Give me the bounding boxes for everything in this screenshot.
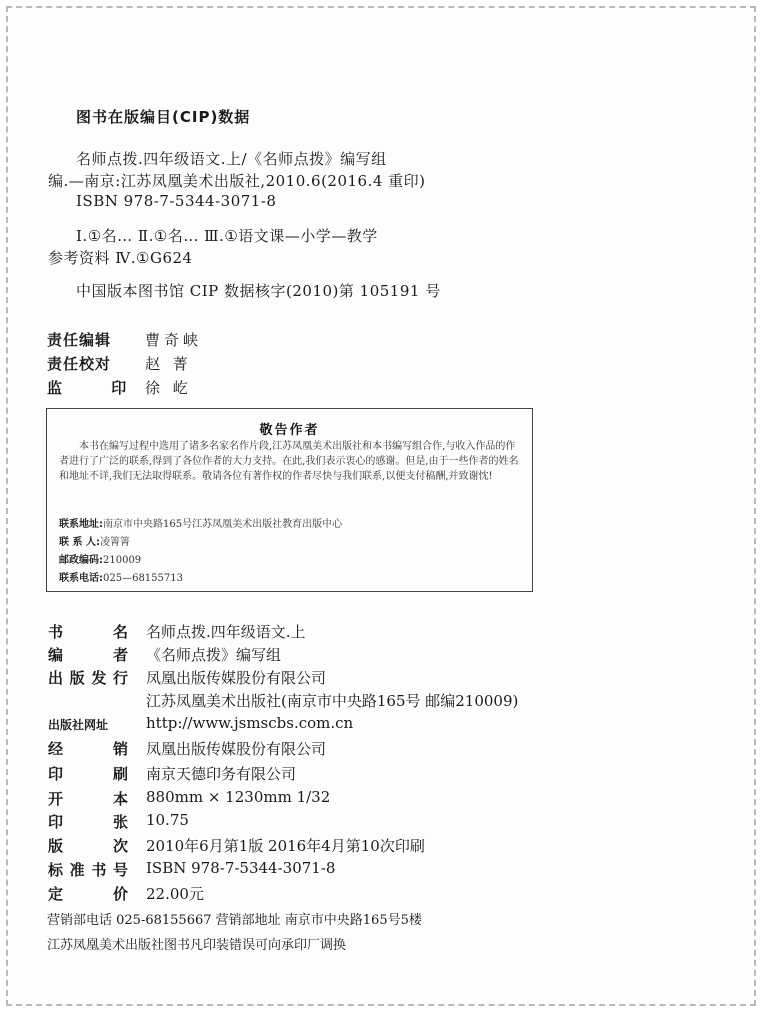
cip-line-1: 名师点拨.四年级语文.上/《名师点拨》编写组 bbox=[76, 150, 387, 168]
notice-body: 本书在编写过程中选用了诸多名家名作片段,江苏凤凰美术出版社和本书编写组合作,与收入作品的作者进行了广泛的联系,得到了各位作者的大力支持。在此,我们表示衷心的感谢。但是,由于一些作者的姓名和地址不详,我们无法取得联系。敬请各位有著作权的作者尽快与我们联系,以便支付稿酬,并致谢忱! bbox=[59, 441, 519, 482]
staff-label-printing: 监 印 bbox=[47, 379, 149, 397]
info-value-sheets: 10.75 bbox=[146, 811, 189, 829]
contact-value: 210009 bbox=[103, 555, 142, 566]
notice-title: 敬告作者 bbox=[259, 423, 320, 438]
footer-notice: 江苏凤凰美术出版社图书凡印装错误可向承印厂调换 bbox=[47, 938, 347, 953]
info-label-title: 书 名 bbox=[48, 623, 128, 641]
cip-record-number: 中国版本图书馆 CIP 数据核字(2010)第 105191 号 bbox=[76, 282, 441, 300]
info-value-editor: 《名师点拨》编写组 bbox=[146, 646, 282, 664]
staff-label-editor: 责任编辑 bbox=[47, 331, 112, 349]
info-label-format: 开 本 bbox=[48, 790, 128, 808]
contact-key: 邮政编码: bbox=[59, 555, 103, 566]
info-label-isbn: 标准书号 bbox=[48, 861, 128, 879]
cip-title: 图书在版编目(CIP)数据 bbox=[76, 108, 251, 126]
info-value-edition: 2010年6月第1版 2016年4月第10次印刷 bbox=[146, 837, 425, 855]
info-label-website: 出版社网址 bbox=[48, 718, 109, 732]
staff-label-proofreader: 责任校对 bbox=[47, 355, 112, 373]
cip-isbn: ISBN 978-7-5344-3071-8 bbox=[76, 192, 277, 210]
staff-value-editor: 曹奇峡 bbox=[145, 331, 203, 349]
cip-line-2: 编.—南京:江苏凤凰美术出版社,2010.6(2016.4 重印) bbox=[48, 172, 426, 190]
contact-key: 联系地址: bbox=[59, 519, 103, 530]
info-value-publisher: 凤凰出版传媒股份有限公司 bbox=[146, 669, 327, 687]
info-value-title: 名师点拨.四年级语文.上 bbox=[146, 623, 306, 641]
staff-value-proofreader: 赵 菁 bbox=[145, 355, 192, 373]
contact-person bbox=[59, 533, 130, 548]
info-label-price: 定 价 bbox=[48, 885, 128, 903]
info-label-printer: 印 刷 bbox=[48, 765, 128, 783]
contact-key: 联 系 人: bbox=[59, 537, 100, 548]
footer-marketing: 营销部电话 025-68155667 营销部地址 南京市中央路165号5楼 bbox=[47, 913, 422, 928]
contact-postcode bbox=[59, 551, 141, 566]
contact-value: 南京市中央路165号江苏凤凰美术出版社教育出版中心 bbox=[103, 519, 343, 530]
info-value-isbn: ISBN 978-7-5344-3071-8 bbox=[146, 859, 336, 877]
info-label-publisher: 出版发行 bbox=[48, 669, 128, 687]
contact-key: 联系电话: bbox=[59, 573, 103, 584]
info-label-edition: 版 次 bbox=[48, 837, 128, 855]
info-value-website: http://www.jsmscbs.com.cn bbox=[146, 714, 354, 732]
contact-address bbox=[59, 515, 342, 530]
info-label-distributor: 经 销 bbox=[48, 740, 128, 758]
notice-box bbox=[46, 408, 533, 592]
cip-line-5: 参考资料 Ⅳ.①G624 bbox=[48, 249, 193, 267]
info-value-format: 880mm × 1230mm 1/32 bbox=[146, 788, 331, 806]
contact-value: 025—68155713 bbox=[103, 573, 183, 584]
info-value-price: 22.00元 bbox=[146, 885, 204, 903]
info-label-sheets: 印 张 bbox=[48, 813, 128, 831]
info-label-editor: 编 者 bbox=[48, 646, 128, 664]
staff-value-printing: 徐 屹 bbox=[145, 379, 192, 397]
info-value-printer: 南京天德印务有限公司 bbox=[146, 765, 297, 783]
contact-value: 凌箐箐 bbox=[99, 537, 130, 548]
cip-line-4: Ⅰ.①名… Ⅱ.①名… Ⅲ.①语文课—小学—教学 bbox=[76, 227, 378, 245]
info-value-publisher-address: 江苏凤凰美术出版社(南京市中央路165号 邮编210009) bbox=[146, 692, 519, 710]
info-value-distributor: 凤凰出版传媒股份有限公司 bbox=[146, 740, 327, 758]
contact-phone bbox=[59, 569, 183, 584]
